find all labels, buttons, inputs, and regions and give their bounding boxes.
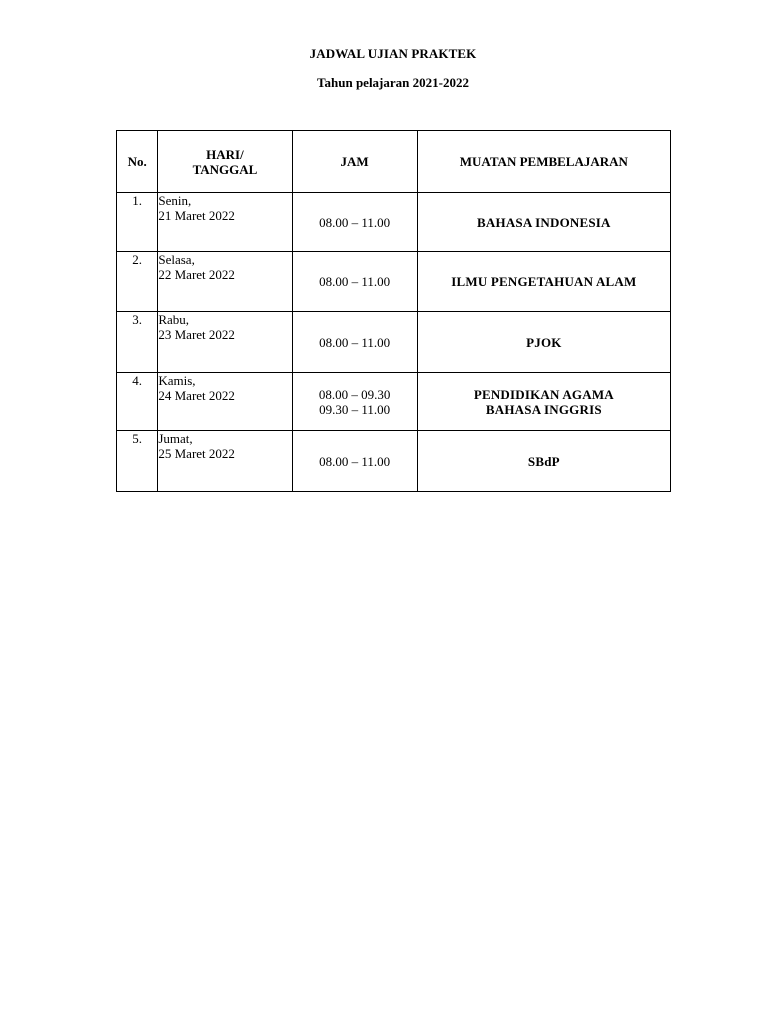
row-jam — [292, 373, 417, 431]
row-jam — [292, 312, 417, 373]
row-subject — [417, 373, 670, 431]
table-row — [117, 193, 671, 252]
row-jam — [292, 252, 417, 312]
row-subject — [417, 193, 670, 252]
schedule-table-body — [117, 193, 671, 492]
row-number: 1. — [117, 193, 158, 252]
row-subject-name: BAHASA INGGRIS — [485, 401, 602, 417]
row-day: Senin, — [158, 193, 192, 208]
row-jam-slot: 08.00 – 11.00 — [319, 214, 391, 230]
document-title: JADWAL UJIAN PRAKTEK — [309, 46, 477, 61]
header-day — [158, 131, 292, 193]
row-day: Kamis, — [158, 373, 196, 388]
row-subject — [417, 431, 670, 492]
row-day: Jumat, — [158, 431, 193, 446]
row-number: 2. — [117, 252, 158, 312]
header-day-line2: TANGGAL — [192, 161, 258, 177]
table-row — [117, 312, 671, 373]
row-jam — [292, 431, 417, 492]
schedule-table-header — [117, 131, 671, 193]
row-date: 22 Maret 2022 — [158, 267, 235, 282]
row-day-date — [158, 373, 292, 431]
row-subject — [417, 312, 670, 373]
row-day-date — [158, 431, 292, 492]
row-jam-slot: 08.00 – 09.30 — [318, 386, 391, 402]
row-jam-slot: 08.00 – 11.00 — [319, 453, 391, 469]
row-day-date — [158, 252, 292, 312]
row-number: 5. — [117, 431, 158, 492]
row-subject — [417, 252, 670, 312]
row-number: 4. — [117, 373, 158, 431]
row-subject-name: SBdP — [527, 453, 560, 469]
header-muatan: MUATAN PEMBELAJARAN — [417, 131, 670, 193]
row-subject-name: ILMU PENGETAHUAN ALAM — [451, 274, 637, 289]
row-date: 21 Maret 2022 — [158, 208, 235, 223]
row-jam-slot: 08.00 – 11.00 — [319, 274, 391, 289]
row-number: 3. — [117, 312, 158, 373]
header-day-line1: HARI/ — [206, 146, 244, 162]
row-day-date — [158, 312, 292, 373]
header-row — [117, 131, 671, 193]
row-date: 23 Maret 2022 — [158, 327, 235, 342]
schedule-table — [116, 130, 671, 492]
row-jam — [292, 193, 417, 252]
row-subject-name: BAHASA INDONESIA — [477, 214, 611, 230]
row-jam-slot: 08.00 – 11.00 — [319, 334, 391, 350]
table-row — [117, 252, 671, 312]
row-jam-slot: 09.30 – 11.00 — [319, 401, 391, 417]
header-no: No. — [117, 131, 158, 193]
header-jam: JAM — [292, 131, 417, 193]
row-subject-name: PJOK — [526, 334, 562, 350]
table-row — [117, 373, 671, 431]
row-subject-name: PENDIDIKAN AGAMA — [473, 386, 614, 402]
row-date: 24 Maret 2022 — [158, 388, 235, 403]
row-day-date — [158, 193, 292, 252]
table-row — [117, 431, 671, 492]
row-day: Selasa, — [158, 252, 195, 267]
document-subtitle: Tahun pelajaran 2021-2022 — [317, 75, 469, 90]
row-day: Rabu, — [158, 312, 190, 327]
row-date: 25 Maret 2022 — [158, 446, 235, 461]
